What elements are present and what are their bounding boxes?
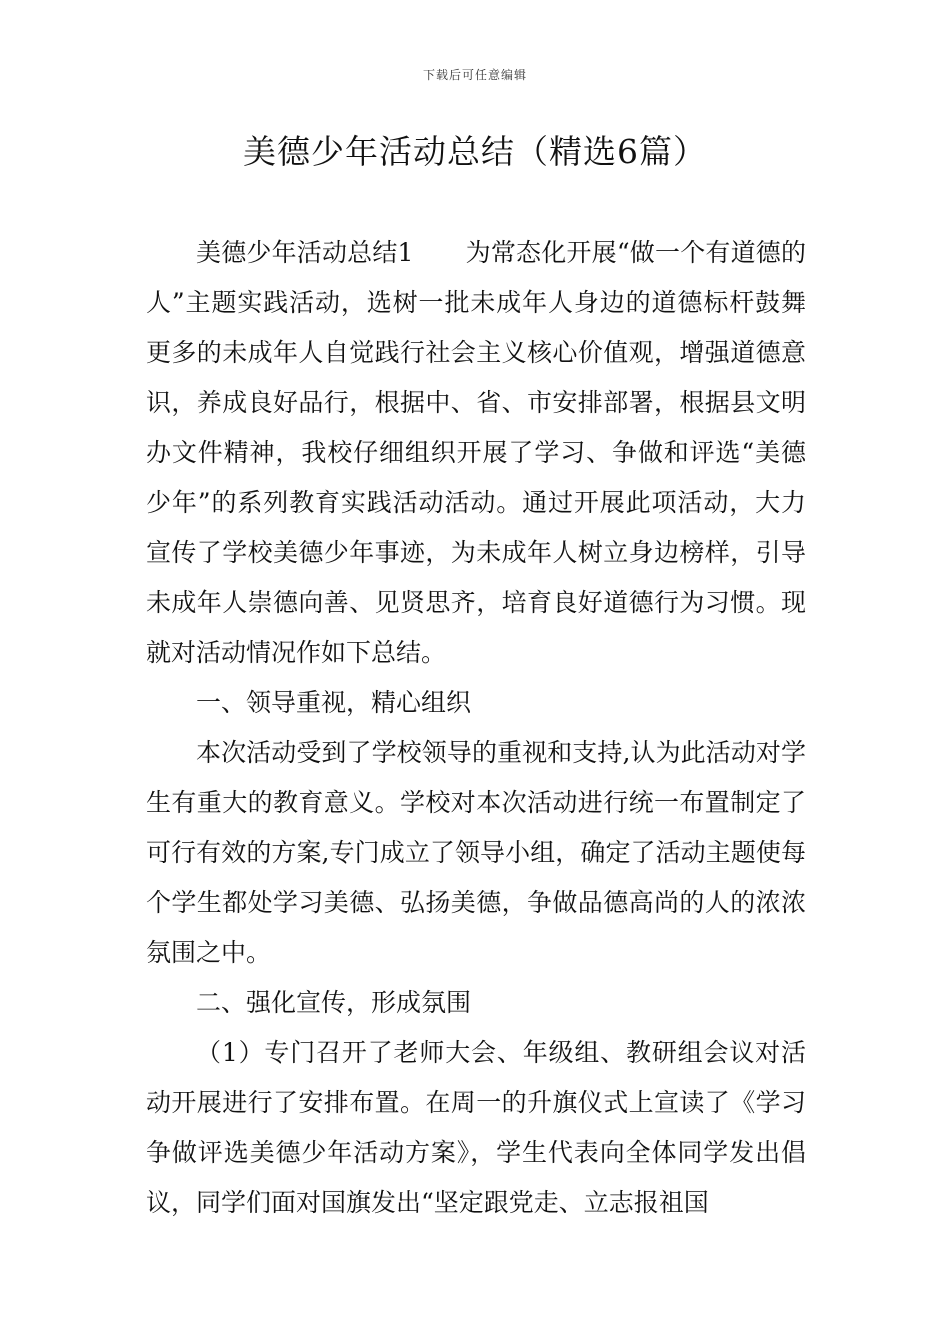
paragraph-section-1: 本次活动受到了学校领导的重视和支持,认为此活动对学生有重大的教育意义。学校对本次活动进行统一布置制定了可行有效的方案,专门成立了领导小组，确定了活动主题使每个学生都处学习美德、弘扬美德，争做品德高尚的人的浓浓氛围之中。	[146, 738, 806, 967]
paragraph-intro	[146, 228, 806, 678]
section-heading-1: 一、领导重视，精心组织	[196, 688, 472, 717]
document-title: 美德少年活动总结（精选6篇）	[243, 132, 707, 171]
document-body	[146, 228, 806, 1228]
paragraph-section-2: （1）专门召开了老师大会、年级组、教研组会议对活动开展进行了安排布置。在周一的升旗仪式上宣读了《学习争做评选美德少年活动方案》，学生代表向全体同学发出倡议，同学们面对国旗发出“坚定跟党走、立志报祖国	[146, 1038, 806, 1217]
header-note: 下载后可任意编辑	[422, 68, 527, 82]
section-heading-2: 二、强化宣传，形成氛围	[196, 988, 472, 1017]
paragraph-lead: 美德少年活动总结1	[196, 238, 414, 267]
paragraph-intro-text: 为常态化开展“做一个有道德的人”主题实践活动，选树一批未成年人身边的道德标杆鼓舞更多的未成年人自觉践行社会主义核心价值观，增强道德意识，养成良好品行，根据中、省、市安排部署，根据县文明办文件精神，我校仔细组织开展了学习、争做和评选“美德少年”的系列教育实践活动活动。通过开展此项活动，大力宣传了学校美德少年事迹，为未成年人树立身边榜样，引导未成年人崇德向善、见贤思齐，培育良好道德行为习惯。现就对活动情况作如下总结。	[146, 238, 806, 667]
